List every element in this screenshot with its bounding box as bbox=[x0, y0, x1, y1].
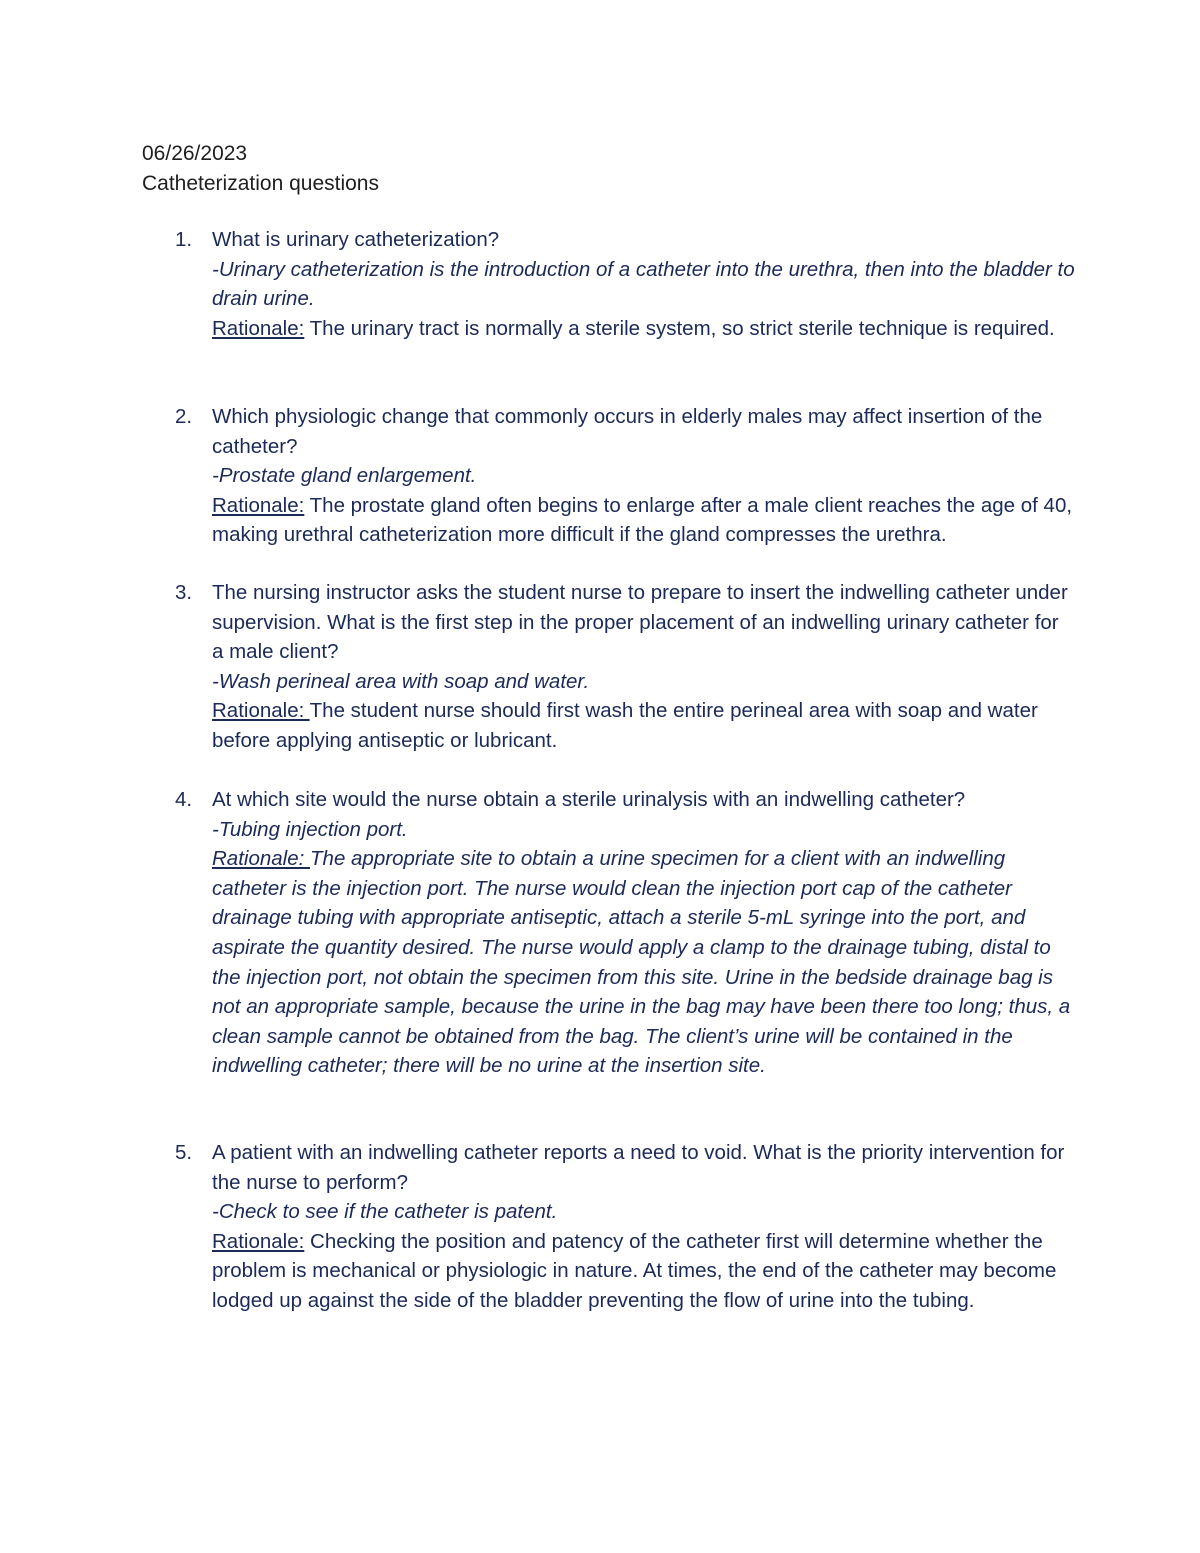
answer-text: -Tubing injection port. bbox=[212, 817, 408, 841]
rationale-text: The appropriate site to obtain a urine specimen for a client with an indwelling catheter is the injection port. The nurse would clean the injection port cap of the catheter drainage tubing with appropriate antiseptic, attach a sterile 5-mL syringe into the port, and aspirate the quantity desired. The nurse would apply a clamp to the drainage tubing, distal to the injection port, not obtain the specimen from this site. Urine in the bedside drainage bag is not an appropriate sample, because the urine in the bag may have been there too long; thus, a clean sample cannot be obtained from the bag. The client’s urine will be contained in the indwelling catheter; there will be no urine at the insertion site. bbox=[212, 847, 1071, 1078]
question-number: 2. bbox=[175, 405, 193, 428]
question-text: Which physiologic change that commonly occurs in elderly males may affect insertion of the catheter? bbox=[212, 405, 1043, 458]
question-number: 1. bbox=[175, 228, 193, 251]
question-number: 4. bbox=[175, 788, 193, 811]
rationale-text: The urinary tract is normally a sterile system, so strict sterile technique is required. bbox=[309, 316, 1055, 340]
rationale bbox=[212, 314, 1075, 344]
document-date: 06/26/2023 bbox=[142, 142, 248, 165]
rationale bbox=[212, 491, 1075, 550]
question-item-3 bbox=[175, 578, 1075, 756]
question-item-1 bbox=[175, 225, 1075, 343]
document-header bbox=[142, 139, 379, 199]
answer-text: -Wash perineal area with soap and water. bbox=[212, 669, 590, 693]
question-number: 5. bbox=[175, 1141, 193, 1164]
rationale bbox=[212, 844, 1075, 1081]
rationale-label: Rationale: bbox=[212, 493, 305, 517]
rationale-label: Rationale: bbox=[212, 1229, 305, 1253]
answer-text: -Prostate gland enlargement. bbox=[212, 464, 477, 488]
rationale bbox=[212, 696, 1075, 755]
rationale-label: Rationale: bbox=[212, 699, 310, 723]
rationale bbox=[212, 1227, 1075, 1316]
question-text: The nursing instructor asks the student nurse to prepare to insert the indwelling catheter under supervision. What is the first step in the proper placement of an indwelling urinary catheter for a male client? bbox=[212, 581, 1068, 664]
rationale-text: The prostate gland often begins to enlarge after a male client reaches the age of 40, making urethral catheterization more difficult if the gland compresses the urethra. bbox=[212, 493, 1073, 547]
document-title: Catheterization questions bbox=[142, 172, 379, 195]
answer-text: -Urinary catheterization is the introduction of a catheter into the urethra, then into the bladder to drain urine. bbox=[212, 257, 1075, 311]
rationale-text: The student nurse should first wash the entire perineal area with soap and water before applying antiseptic or lubricant. bbox=[212, 699, 1038, 752]
rationale-text: Checking the position and patency of the catheter first will determine whether the problem is mechanical or physiologic in nature. At times, the end of the catheter may become lodged up against the side of the bladder preventing the flow of urine into the tubing. bbox=[212, 1229, 1057, 1312]
question-item-2 bbox=[175, 402, 1075, 550]
question-text: A patient with an indwelling catheter reports a need to void. What is the priority intervention for the nurse to perform? bbox=[212, 1141, 1065, 1194]
question-item-4 bbox=[175, 785, 1075, 1081]
rationale-label: Rationale: bbox=[212, 847, 311, 871]
rationale-label: Rationale: bbox=[212, 316, 305, 340]
question-text: At which site would the nurse obtain a sterile urinalysis with an indwelling catheter? bbox=[212, 788, 966, 811]
question-text: What is urinary catheterization? bbox=[212, 228, 500, 251]
question-item-5 bbox=[175, 1138, 1075, 1316]
answer-text: -Check to see if the catheter is patent. bbox=[212, 1200, 558, 1224]
question-number: 3. bbox=[175, 581, 193, 604]
